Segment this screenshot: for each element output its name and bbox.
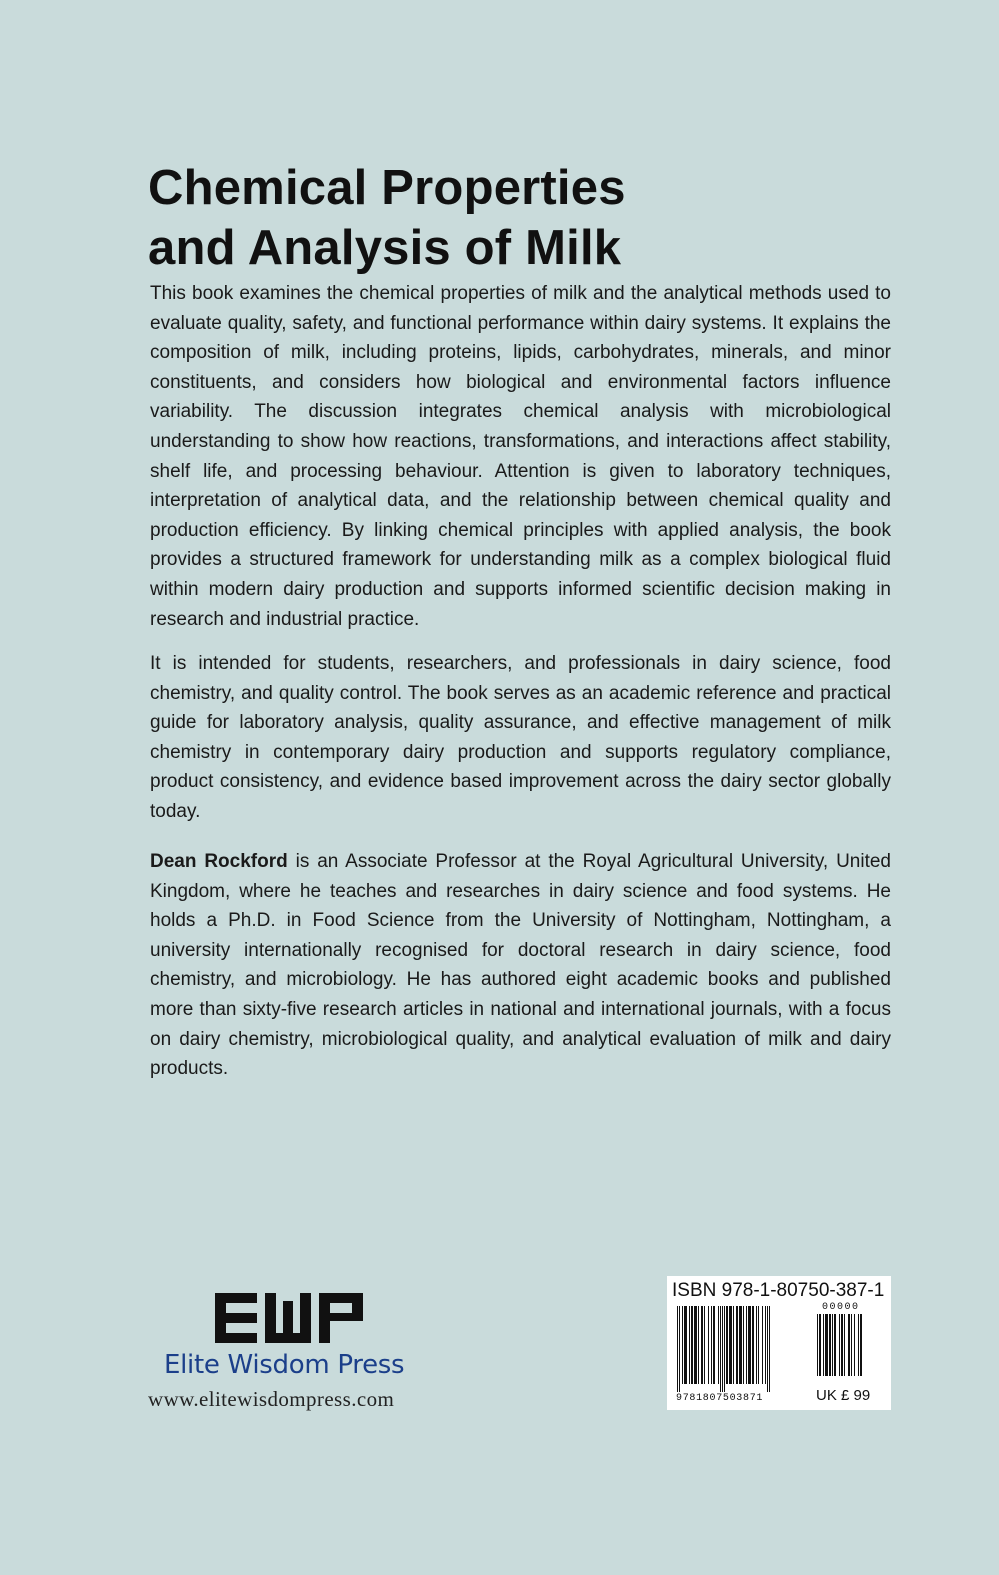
book-title	[148, 158, 848, 278]
author-bio-text: is an Associate Professor at the Royal Agricultural University, United Kingdom, where he teaches and researches in dairy science and food systems. He holds a Ph.D. in Food Science from the University of Nottingham, Nottingham, a university internationally recognised for doctoral research in dairy science, food chemistry, and microbiology. He has authored eight academic books and published more than sixty-five research articles in national and international journals, with a focus on dairy chemistry, microbiological quality, and analytical evaluation of milk and dairy products.	[150, 851, 891, 1080]
price-label: UK £ 99	[816, 1387, 871, 1404]
barcode-bar	[767, 1306, 768, 1392]
barcode-bar	[726, 1306, 728, 1384]
barcode-bar	[839, 1314, 840, 1376]
description-paragraph-2: It is intended for students, researchers, and professionals in dairy science, food chemistry, and quality control. The book serves as an academic reference and practical guide for laboratory analysis, quality assurance, and effective management of milk chemistry in contemporary dairy production and supports regulatory compliance, product consistency, and evidence based improvement across the dairy sector globally today.	[150, 653, 891, 822]
barcode-bar	[694, 1306, 697, 1384]
barcode-bar	[722, 1306, 723, 1392]
barcode-bar	[841, 1314, 843, 1376]
barcode-bar	[848, 1314, 850, 1376]
isbn-barcode	[667, 1276, 891, 1410]
barcode-bar	[691, 1306, 693, 1384]
barcode-bar	[701, 1306, 703, 1384]
ewp-logo-mark	[215, 1293, 363, 1345]
barcode-bar	[682, 1306, 683, 1384]
barcode-bar	[825, 1314, 828, 1376]
publisher-name: Elite Wisdom Press	[164, 1350, 405, 1380]
barcode-bar	[819, 1314, 821, 1376]
barcode-bar	[733, 1306, 734, 1384]
barcode-addon-bars	[817, 1314, 877, 1384]
barcode-bar	[724, 1306, 725, 1392]
barcode-bar	[854, 1314, 855, 1376]
barcode-bar	[746, 1306, 747, 1384]
isbn-label: ISBN 978-1-80750-387-1	[672, 1280, 885, 1301]
barcode-bar	[769, 1306, 770, 1392]
barcode-bar	[817, 1314, 818, 1376]
barcode-bar	[708, 1306, 709, 1384]
barcode-bar	[743, 1306, 744, 1384]
barcode-bar	[858, 1314, 859, 1376]
barcode-addon-digits: 00000	[822, 1302, 860, 1313]
barcode-bar	[765, 1306, 766, 1384]
author-bio	[150, 847, 891, 1084]
barcode-bar	[713, 1306, 715, 1384]
barcode-main-bars	[677, 1306, 805, 1392]
barcode-bar	[736, 1306, 738, 1384]
barcode-bar	[756, 1306, 757, 1384]
barcode-bar	[823, 1314, 824, 1376]
barcode-bar	[718, 1306, 719, 1384]
barcode-bar	[689, 1306, 690, 1384]
barcode-bar	[844, 1314, 845, 1376]
barcode-bar	[762, 1306, 763, 1384]
barcode-bar	[829, 1314, 831, 1376]
barcode-bar	[704, 1306, 705, 1384]
barcode-bar	[684, 1306, 687, 1384]
title-line-2: and Analysis of Milk	[148, 221, 622, 275]
barcode-bar	[711, 1306, 712, 1384]
barcode-bar	[851, 1314, 852, 1376]
barcode-bar	[679, 1306, 680, 1392]
barcode-bar	[752, 1306, 754, 1384]
title-line-1: Chemical Properties	[148, 161, 626, 215]
barcode-bar	[758, 1306, 759, 1384]
barcode-bar	[748, 1306, 751, 1384]
barcode-bar	[720, 1306, 721, 1392]
barcode-digits: 9781807503871	[676, 1393, 764, 1404]
author-name: Dean Rockford	[150, 851, 288, 872]
barcode-bar	[860, 1314, 862, 1376]
barcode-bar	[698, 1306, 699, 1384]
barcode-bar	[832, 1314, 833, 1376]
description-paragraph-1: This book examines the chemical properties of milk and the analytical methods used to evaluate quality, safety, and functional performance within dairy systems. It explains the composition of milk, including proteins, lipids, carbohydrates, minerals, and minor constituents, and considers how biological and environmental factors influence variability. The discussion integrates chemical analysis with microbiological understanding to show how reactions, transformations, and interactions affect stability, shelf life, and processing behaviour. Attention is given to laboratory techniques, interpretation of analytical data, and the relationship between chemical quality and production efficiency. By linking chemical principles with applied analysis, the book provides a structured framework for understanding milk as a complex biological fluid within modern dairy production and supports informed scientific decision making in research and industrial practice.	[150, 283, 891, 630]
barcode-bar	[729, 1306, 732, 1384]
publisher-website: www.elitewisdompress.com	[148, 1387, 395, 1411]
barcode-bar	[739, 1306, 742, 1384]
barcode-bar	[677, 1306, 678, 1392]
barcode-bar	[834, 1314, 836, 1376]
